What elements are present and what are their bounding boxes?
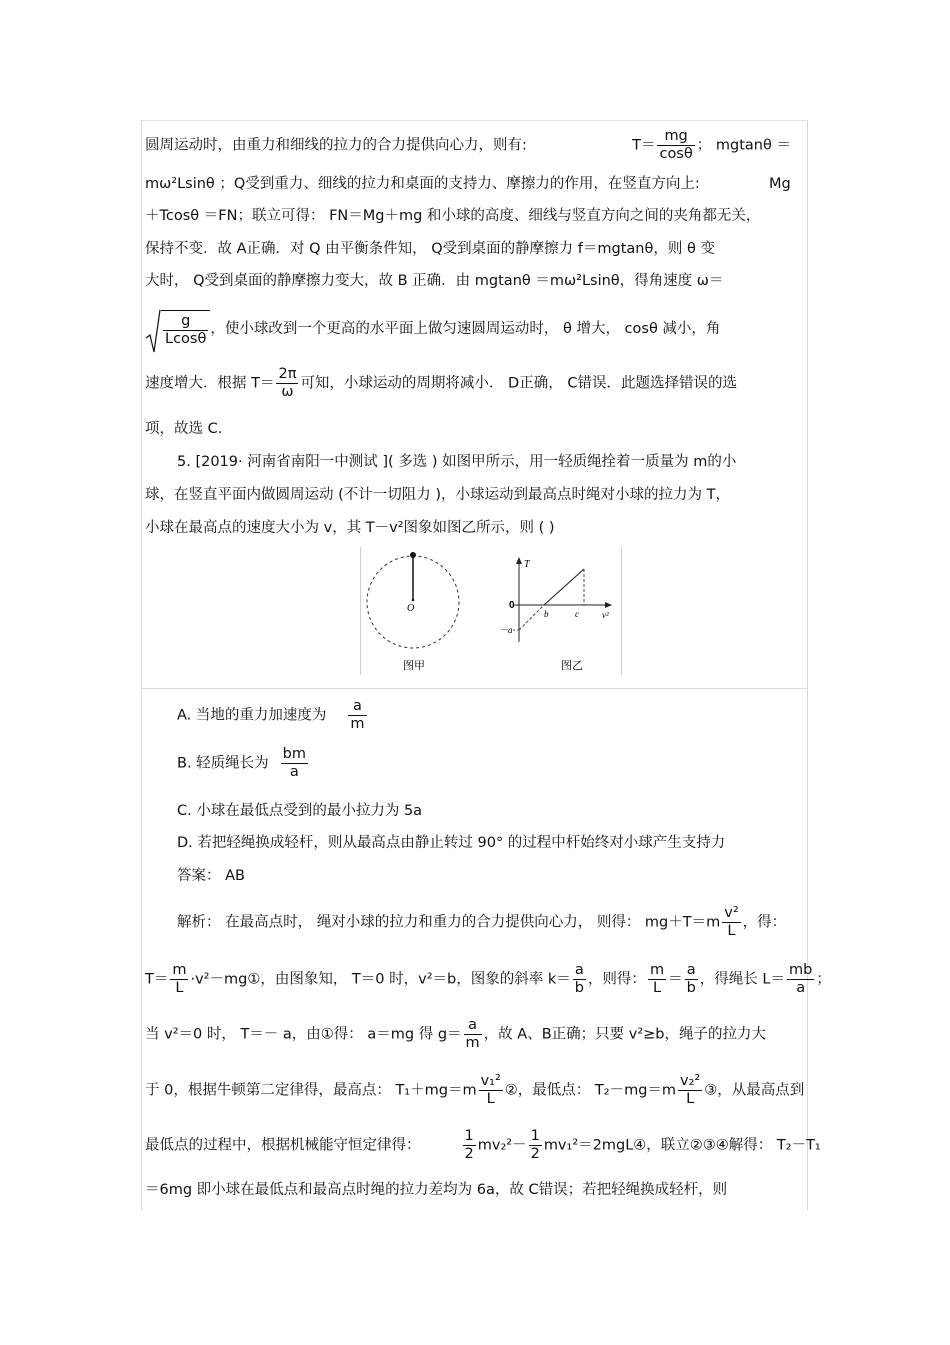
fraction: $\frac{mg}{\cos\theta}$ — [659, 128, 693, 162]
text: 当 v²＝0 时， T＝－ a，由①得： a＝mg 得 g＝ — [145, 1026, 462, 1043]
divider — [141, 688, 807, 689]
analysis-line: 最低点的过程中，根据机械能守恒定律得： $\frac{1}{2}$ mv₂²－ $\frac{1}{2}$ mv₁²＝2mgL④，联立②③④解得： T₂－T₁ — [145, 1128, 821, 1162]
analysis-line: 于 0，根据牛顿第二定律得，最高点： T₁＋mg＝m $\frac{\text{v₁²}}{L}$ ②，最低点： T₂－mg＝m $\frac{\text{v₂²}}{L}$ ③，从最高点到 — [145, 1073, 805, 1107]
ball-dot — [410, 552, 416, 558]
text: 可知，小球运动的周期将减小． D正确， C错误．此题选择错误的选 — [300, 375, 737, 392]
text: A. 当地的重力加速度为 — [177, 707, 327, 724]
origin-label: 0 — [509, 600, 515, 611]
analysis-line — [145, 1180, 805, 1200]
right-caption: 图乙 — [561, 659, 583, 672]
option-d — [177, 833, 725, 853]
text: B. 轻质绳长为 — [177, 755, 269, 772]
text: 于 0，根据牛顿第二定律得，最高点： T₁＋mg＝m — [145, 1082, 477, 1099]
text: ； mgtanθ ＝ — [696, 137, 791, 154]
text-line — [145, 271, 805, 291]
fraction: $\frac{2\pi}{\omega}$ — [278, 366, 297, 400]
text: 速度增大．根据 T＝ — [145, 375, 275, 392]
text: ，则得： — [587, 971, 646, 988]
text: ，得绳长 L＝ — [699, 971, 785, 988]
y-arrow — [516, 557, 522, 564]
text: 保持不变．故 A正确．对 Q 由平衡条件知， Q受到桌面的静摩擦力 f＝mgtanθ，则 θ 变 — [145, 241, 715, 257]
center-dot — [412, 599, 415, 602]
tick-b-label: b — [544, 609, 549, 619]
axis-v-label: v² — [602, 610, 609, 620]
text: mω²Lsinθ ；Q受到重力、细线的拉力和桌面的支持力、摩擦力的作用，在竖直方向上: — [145, 176, 700, 192]
question-line — [145, 518, 805, 538]
figure — [360, 547, 622, 675]
axis-t-label: T — [524, 559, 530, 570]
text-line — [145, 128, 805, 163]
text: 小球在最高点的速度大小为 v，其 T－v²图象如图乙所示，则 ( ) — [145, 520, 555, 536]
figure-svg — [361, 547, 621, 675]
text: 大时， Q受到桌面的静摩擦力变大，故 B 正确．由 mgtanθ ＝mω²Lsinθ，得角速度 ω＝ — [145, 273, 724, 289]
x-arrow — [605, 602, 612, 608]
analysis-line: T＝ $\frac{m}{L}$ ·v²－mg①，由图象知， T＝0 时，v²＝b，图象的斜率 k＝ $\frac{a}{b}$ ，则得： $\frac{m}{L}$ ＝ $\frac{a}{b}$ ，得绳长 L＝ $\frac{mb}{a}$ ； — [145, 962, 831, 996]
analysis-line — [177, 905, 817, 940]
text: ＝ — [668, 971, 683, 988]
neg-a-label: －a — [499, 625, 513, 635]
text-line — [145, 206, 805, 226]
text: T＝ — [632, 137, 656, 154]
text: 圆周运动时，由重力和细线的拉力的合力提供向心力，则有: — [145, 137, 527, 154]
text: mv₂²－ — [477, 1137, 527, 1154]
text: 答案： AB — [177, 868, 245, 884]
sqrt-expression: $\frac{g}{Lcos\theta}$ — [145, 310, 210, 348]
fraction: $\frac{\text{v²}}{L}$ — [724, 905, 739, 939]
text: ，得： — [742, 914, 787, 931]
text-line — [145, 419, 805, 439]
text-line — [145, 310, 805, 348]
graph-line-dashed — [519, 605, 544, 630]
text: ②，最低点： T₂－mg＝m — [504, 1082, 677, 1099]
text: ③，从最高点到 — [704, 1082, 805, 1099]
text: 解析： 在最高点时， 绳对小球的拉力和重力的合力提供向心力， 则得： mg＋T＝m — [177, 914, 721, 931]
text: 5. [2019· 河南省南阳一中测试 ]( 多选 ) 如图甲所示，用一轻质绳拴着一质量为 m的小 — [177, 454, 737, 470]
text-line — [145, 174, 805, 194]
text: 项，故选 C. — [145, 421, 223, 437]
option-a — [177, 698, 369, 733]
graph-line — [544, 569, 584, 605]
option-c — [177, 801, 422, 821]
text: 球，在竖直平面内做圆周运动 (不计一切阻力 )，小球运动到最高点时绳对小球的拉力为 T， — [145, 487, 730, 503]
text: ，故 A、B正确；只要 v²≥b，绳子的拉力大 — [483, 1026, 767, 1043]
fraction: $\frac{a}{m}$ — [350, 698, 365, 732]
center-label: O — [407, 603, 415, 614]
text: 最低点的过程中，根据机械能守恒定律得： — [145, 1137, 421, 1154]
text-line — [145, 239, 805, 259]
text: ＝6mg 即小球在最低点和最高点时绳的拉力差均为 6a，故 C错误；若把轻绳换成轻杆，则 — [145, 1182, 728, 1198]
question-line — [145, 485, 805, 505]
option-b — [177, 746, 310, 781]
text: Mg — [768, 176, 791, 192]
text: T＝ — [145, 971, 169, 988]
tick-c-label: c — [575, 609, 579, 619]
text: ·v²－mg①，由图象知， T＝0 时，v²＝b，图象的斜率 k＝ — [190, 971, 571, 988]
text-line — [145, 366, 805, 401]
fraction: $\frac{bm}{a}$ — [282, 746, 307, 780]
text: C. 小球在最低点受到的最小拉力为 5a — [177, 803, 423, 819]
text: mv₁²＝2mgL④，联立②③④解得： T₂－T₁ — [543, 1137, 821, 1154]
text: D. 若把轻绳换成轻杆，则从最高点由静止转过 90° 的过程中杆始终对小球产生支持力 — [177, 835, 726, 851]
text: ＋Tcosθ ＝FN；联立可得： FN＝Mg＋mg 和小球的高度、细线与竖直方向之间的夹角都无关， — [145, 208, 761, 224]
answer — [177, 866, 245, 886]
question-line — [177, 452, 837, 472]
left-caption: 图甲 — [403, 659, 425, 672]
analysis-line: 当 v²＝0 时， T＝－ a，由①得： a＝mg 得 g＝ $\frac{a}{m}$ ，故 A、B正确；只要 v²≥b，绳子的拉力大 — [145, 1017, 767, 1051]
text: ，使小球改到一个更高的水平面上做匀速圆周运动时， θ 增大， cosθ 减小，角 — [210, 321, 721, 337]
text: ； — [816, 971, 831, 988]
